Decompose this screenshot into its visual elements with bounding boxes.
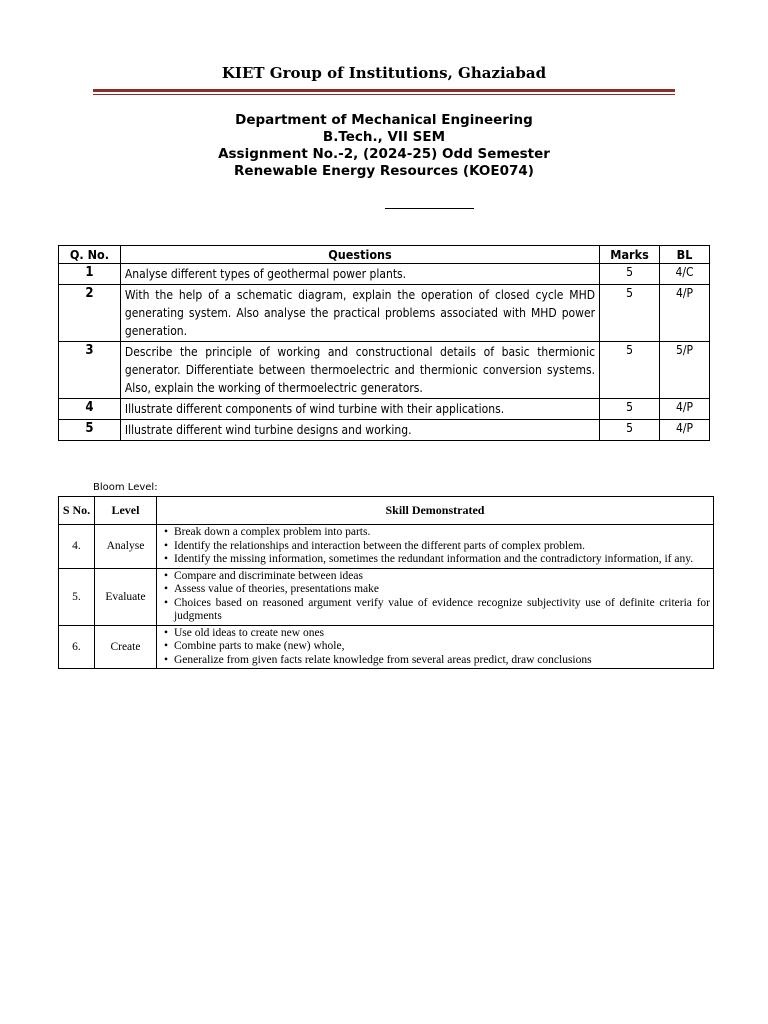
sno-cell: 6. (59, 625, 95, 669)
list-item (160, 570, 710, 584)
qno-cell: 1 (59, 264, 121, 285)
marks-cell: 5 (600, 342, 660, 399)
table-row (59, 525, 714, 569)
skill-list (160, 627, 710, 668)
skill-text: Combine parts to make (new) whole, (173, 640, 345, 652)
level-cell: Analyse (94, 525, 156, 569)
list-item (160, 553, 710, 567)
header-level: Level (94, 497, 156, 525)
list-item (160, 540, 710, 554)
marks-cell: 5 (600, 420, 660, 441)
skill-cell (156, 525, 713, 569)
skill-cell (156, 568, 713, 625)
skill-cell (156, 625, 713, 669)
program-name: B.Tech., VII SEM (322, 129, 446, 145)
skill-text: Identify the relationships and interaction between the different parts of complex problem. (173, 539, 586, 552)
skill-text: Use old ideas to create new ones (173, 626, 325, 639)
document-heading (0, 112, 768, 180)
header-rule-thin (93, 94, 675, 95)
question-cell: Analyse different types of geothermal power plants. (120, 264, 599, 285)
header-marks: Marks (600, 246, 660, 264)
institution-title: KIET Group of Institutions, Ghaziabad (221, 64, 547, 82)
question-cell: Illustrate different wind turbine designs and working. (120, 420, 599, 441)
bullet-icon: • (163, 553, 168, 565)
questions-table (58, 245, 710, 441)
qno-cell: 3 (59, 342, 121, 399)
table-row (59, 399, 710, 420)
qno-cell: 2 (59, 285, 121, 342)
list-item (160, 640, 710, 654)
level-cell: Evaluate (94, 568, 156, 625)
table-row (59, 568, 714, 625)
skill-text: Compare and discriminate between ideas (173, 569, 363, 582)
list-item (160, 583, 710, 597)
header-skill: Skill Demonstrated (156, 497, 713, 525)
skill-list (160, 570, 710, 624)
list-item (160, 627, 710, 641)
table-row (59, 285, 710, 342)
marks-cell: 5 (600, 399, 660, 420)
bullet-icon: • (163, 583, 168, 595)
marks-cell: 5 (600, 264, 660, 285)
qno-cell: 5 (59, 420, 121, 441)
bloom-header-row (59, 497, 714, 525)
header-sno: S No. (59, 497, 95, 525)
qno-cell: 4 (59, 399, 121, 420)
header-bl: BL (660, 246, 710, 264)
bullet-icon: • (163, 626, 168, 639)
bullet-icon: • (163, 526, 168, 538)
level-cell: Create (94, 625, 156, 669)
list-item (160, 654, 710, 668)
bl-cell: 4/P (660, 285, 710, 342)
bl-cell: 4/P (660, 420, 710, 441)
sno-cell: 4. (59, 525, 95, 569)
question-cell: Illustrate different components of wind turbine with their applications. (120, 399, 599, 420)
assignment-title: Assignment No.-2, (2024-25) Odd Semester (218, 146, 550, 162)
question-cell: With the help of a schematic diagram, explain the operation of closed cycle MHD generating system. Also analyse the practical problems associated with MHD power generation. (120, 285, 599, 342)
bullet-icon: • (163, 539, 168, 552)
table-row (59, 264, 710, 285)
skill-text: Choices based on reasoned argument verify value of evidence recognize subjectivity use of definite criteria for judgments (173, 596, 710, 622)
bl-cell: 5/P (660, 342, 710, 399)
header-qno: Q. No. (59, 246, 121, 264)
question-cell: Describe the principle of working and constructional details of basic thermionic generator. Differentiate between thermoelectric and thermionic conversion systems. Also, explain the working of thermoelectric generators. (120, 342, 599, 399)
bullet-icon: • (163, 596, 168, 609)
skill-list (160, 526, 710, 567)
sno-cell: 5. (59, 568, 95, 625)
bullet-icon: • (163, 569, 168, 582)
list-item (160, 526, 710, 540)
list-item (160, 597, 710, 624)
bl-cell: 4/C (660, 264, 710, 285)
table-row (59, 342, 710, 399)
skill-text: Break down a complex problem into parts. (173, 526, 371, 538)
department-name: Department of Mechanical Engineering (235, 112, 533, 128)
table-row (59, 625, 714, 669)
course-name: Renewable Energy Resources (KOE074) (234, 163, 534, 179)
skill-text: Assess value of theories, presentations make (173, 583, 379, 595)
header-questions: Questions (120, 246, 599, 264)
marks-cell: 5 (600, 285, 660, 342)
bloom-table (58, 496, 714, 669)
bloom-level-label: Bloom Level: (93, 482, 158, 493)
skill-text: Identify the missing information, sometimes the redundant information and the contradictory information, if any. (173, 553, 694, 565)
heading-underline (385, 208, 474, 209)
table-row (59, 420, 710, 441)
bullet-icon: • (163, 640, 168, 652)
bl-cell: 4/P (660, 399, 710, 420)
skill-text: Generalize from given facts relate knowledge from several areas predict, draw conclusions (173, 653, 592, 666)
bullet-icon: • (163, 653, 168, 666)
questions-header-row (59, 246, 710, 264)
header-rule-thick (93, 89, 675, 92)
